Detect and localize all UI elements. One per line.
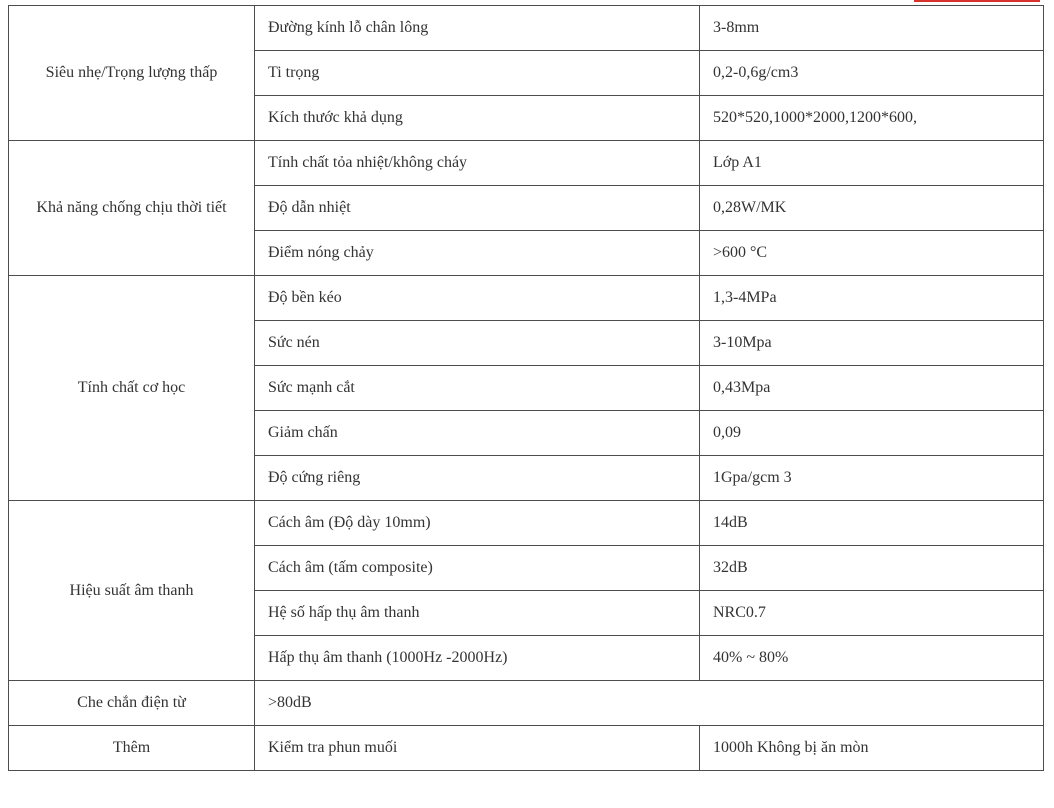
- value-cell: >600 °C: [700, 231, 1044, 276]
- spec-table: [8, 5, 1044, 771]
- value-cell: 40% ~ 80%: [700, 636, 1044, 681]
- value-cell: Lớp A1: [700, 141, 1044, 186]
- value-cell: NRC0.7: [700, 591, 1044, 636]
- table-row: [9, 501, 1044, 546]
- value-cell: 1,3-4MPa: [700, 276, 1044, 321]
- property-cell: Điểm nóng chảy: [255, 231, 700, 276]
- property-cell: Độ dẫn nhiệt: [255, 186, 700, 231]
- value-cell: 0,28W/MK: [700, 186, 1044, 231]
- property-cell: Ti trọng: [255, 51, 700, 96]
- category-cell: Khả năng chống chịu thời tiết: [9, 141, 255, 276]
- category-cell: Siêu nhẹ/Trọng lượng thấp: [9, 6, 255, 141]
- property-cell: Đường kính lỗ chân lông: [255, 6, 700, 51]
- table-row: [9, 276, 1044, 321]
- property-cell: Cách âm (tấm composite): [255, 546, 700, 591]
- category-cell: Thêm: [9, 726, 255, 771]
- property-cell: Kiểm tra phun muối: [255, 726, 700, 771]
- table-row: [9, 726, 1044, 771]
- property-cell: Cách âm (Độ dày 10mm): [255, 501, 700, 546]
- property-cell: Sức mạnh cắt: [255, 366, 700, 411]
- category-cell: Tính chất cơ học: [9, 276, 255, 501]
- value-cell: >80dB: [255, 681, 1044, 726]
- value-cell: 3-8mm: [700, 6, 1044, 51]
- category-cell: Hiệu suất âm thanh: [9, 501, 255, 681]
- table-row: [9, 681, 1044, 726]
- value-cell: 0,43Mpa: [700, 366, 1044, 411]
- value-cell: 32dB: [700, 546, 1044, 591]
- value-cell: 0,09: [700, 411, 1044, 456]
- property-cell: Giảm chấn: [255, 411, 700, 456]
- value-cell: 1000h Không bị ăn mòn: [700, 726, 1044, 771]
- value-cell: 1Gpa/gcm 3: [700, 456, 1044, 501]
- property-cell: Độ bền kéo: [255, 276, 700, 321]
- property-cell: Độ cứng riêng: [255, 456, 700, 501]
- property-cell: Hệ số hấp thụ âm thanh: [255, 591, 700, 636]
- value-cell: 520*520,1000*2000,1200*600,: [700, 96, 1044, 141]
- property-cell: Tính chất tỏa nhiệt/không cháy: [255, 141, 700, 186]
- property-cell: Kích thước khả dụng: [255, 96, 700, 141]
- value-cell: 14dB: [700, 501, 1044, 546]
- property-cell: Sức nén: [255, 321, 700, 366]
- table-row: [9, 6, 1044, 51]
- category-cell: Che chắn điện từ: [9, 681, 255, 726]
- value-cell: 0,2-0,6g/cm3: [700, 51, 1044, 96]
- property-cell: Hấp thụ âm thanh (1000Hz -2000Hz): [255, 636, 700, 681]
- top-accent-bar: [914, 0, 1040, 2]
- table-row: [9, 141, 1044, 186]
- value-cell: 3-10Mpa: [700, 321, 1044, 366]
